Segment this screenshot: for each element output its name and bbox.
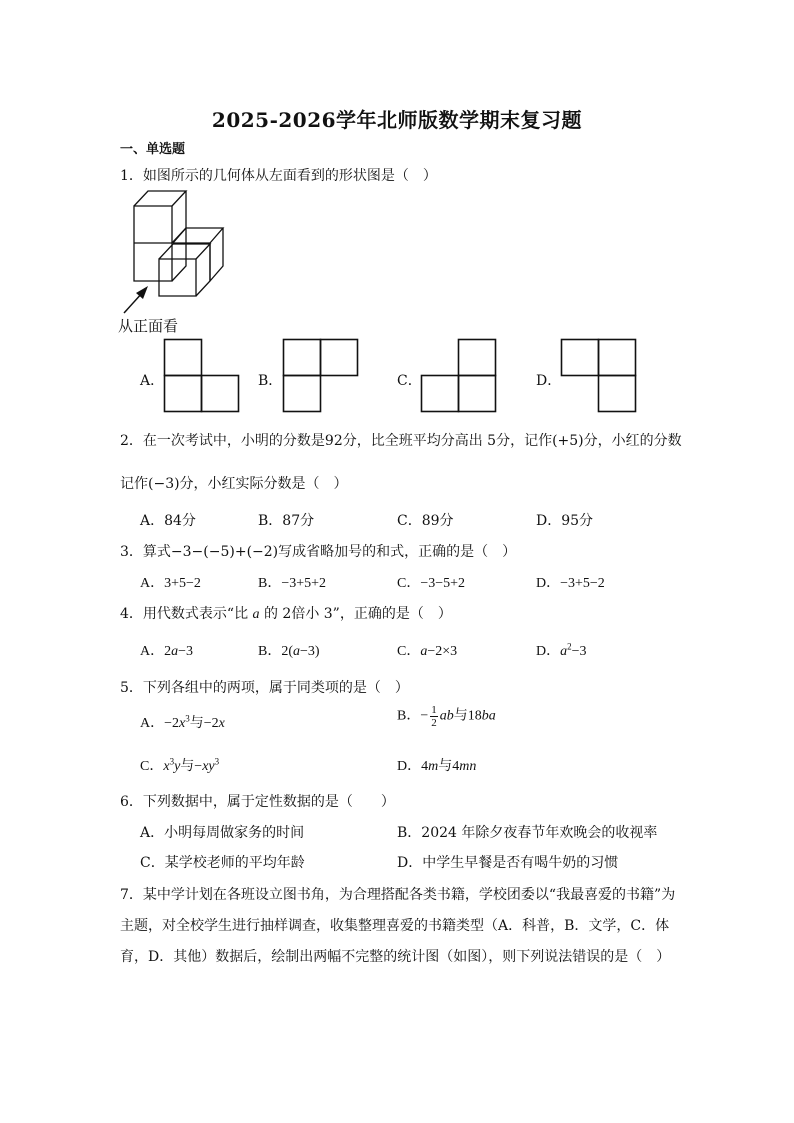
question-7-stem-line-3: 育，D．其他）数据后，绘制出两幅不完整的统计图（如图），则下列说法错误的是（ ） [120, 949, 671, 965]
question-2-option-c: C．89分 [397, 513, 454, 529]
page-title: 2025-2026学年北师版数学期末复习题 [211, 108, 583, 132]
question-4-option-c: C．a−2×3 [397, 644, 458, 659]
question-3-option-c: C．−3−5+2 [397, 576, 466, 591]
question-1-option-b-figure [282, 338, 360, 414]
fraction-one-half: $\frac{1}{2}$ [431, 704, 437, 729]
question-4-option-d: D．$a^2-3$ [536, 641, 587, 659]
question-6-option-a: A．小明每周做家务的时间 [140, 825, 305, 841]
question-2-option-b: B．87分 [258, 513, 315, 529]
question-3-option-d: D．−3+5−2 [536, 576, 605, 591]
question-6-option-b: B．2024 年除夕夜春节年欢晚会的收视率 [397, 825, 658, 841]
question-1-option-c-label: C． [397, 373, 422, 389]
question-1-stem: 1．如图所示的几何体从左面看到的形状图是（ ） [120, 168, 437, 184]
question-5-option-d: D．4m与4mn [397, 759, 477, 774]
question-5-stem: 5．下列各组中的两项，属于同类项的是（ ） [120, 680, 409, 696]
question-2-option-d: D．95分 [536, 513, 594, 529]
view-direction-arrow [124, 286, 148, 313]
question-1-option-c-figure [420, 338, 498, 414]
question-5-option-b: B．− $\frac{1}{2}$ ab与18ba [397, 704, 496, 729]
question-1-option-d-label: D． [536, 373, 562, 389]
question-6-stem: 6．下列数据中，属于定性数据的是（ ） [120, 794, 395, 810]
question-1-option-a-figure [163, 338, 241, 414]
question-4-stem: 4．用代数式表示“比 a 的 2倍小 3”，正确的是（ ） [120, 606, 452, 622]
question-1-option-d-figure [560, 338, 638, 414]
question-1-option-b-label: B． [258, 373, 283, 389]
question-3-option-b: B．−3+5+2 [258, 576, 327, 591]
question-4-option-b: B．2(a−3) [258, 644, 320, 659]
question-6-option-d: D．中学生早餐是否有喝牛奶的习惯 [397, 855, 619, 871]
question-2-stem-line-2: 记作(−3)分，小红实际分数是（ ） [120, 476, 348, 492]
question-5-option-a: A．$-2x^3$与−2x [140, 713, 225, 731]
question-6-option-c: C．某学校老师的平均年龄 [140, 855, 305, 871]
question-7-stem-line-1: 7．某中学计划在各班设立图书角，为合理搭配各类书籍，学校团委以“我最喜爱的书籍”为 [120, 887, 676, 903]
question-2-stem-line-1: 2．在一次考试中，小明的分数是92分，比全班平均分高出 5分，记作(+5)分，小红的分数 [120, 433, 682, 449]
question-3-option-a: A．3+5−2 [140, 576, 201, 591]
question-7-stem-line-2: 主题，对全校学生进行抽样调查，收集整理喜爱的书籍类型（A．科普，B．文学，C．体 [120, 918, 670, 934]
question-1-option-a-label: A． [140, 373, 165, 389]
question-3-stem: 3．算式−3−(−5)+(−2)写成省略加号的和式，正确的是（ ） [120, 544, 517, 560]
question-5-option-c: C．$x^3y$与$-xy^3$ [140, 756, 220, 774]
view-direction-label: 从正面看 [118, 317, 179, 335]
question-2-option-a: A．84分 [140, 513, 196, 529]
section-heading: 一、单选题 [120, 142, 186, 157]
question-4-option-a: A．2a−3 [140, 644, 194, 659]
